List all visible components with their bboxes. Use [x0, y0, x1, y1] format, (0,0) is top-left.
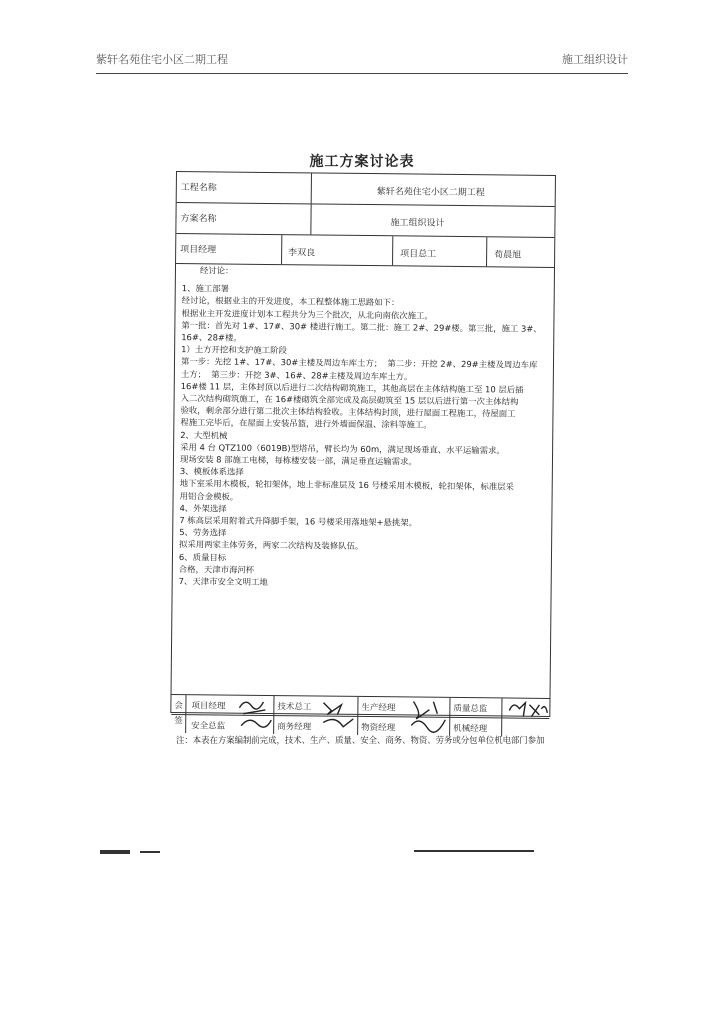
sign-machine-label: 机械经理	[453, 723, 488, 735]
sign-material-label: 物资经理	[361, 722, 396, 734]
divider	[392, 236, 393, 265]
divider	[486, 237, 487, 266]
body-line: 6、质量目标	[178, 551, 227, 563]
scan-artifact	[414, 850, 534, 852]
signature-scribble	[235, 696, 275, 734]
sign-prod-label: 生产经理	[361, 702, 396, 714]
body-line: 4、外架选择	[179, 502, 227, 514]
sign-quality-label: 质量总监	[453, 703, 488, 715]
body-line: 5、劳务选择	[179, 527, 227, 538]
scheme-name-value: 施工组织设计	[390, 218, 445, 229]
header-project: 紫轩名苑住宅小区二期工程	[96, 53, 228, 66]
row-managers	[176, 234, 554, 268]
chief-label: 项目总工	[400, 249, 437, 260]
body-line: 2、大型机械	[180, 429, 228, 441]
row-scheme-name	[176, 203, 554, 238]
divider	[311, 173, 312, 203]
discussion-body	[179, 264, 548, 591]
discussion-label: 经讨论：	[199, 265, 234, 276]
pm-name: 李双良	[288, 248, 316, 259]
body-line: 7 栋高层采用附着式升降脚手架，16 号楼采用落地架+悬挑架。	[179, 515, 418, 528]
body-line: 1、施工部署	[181, 283, 230, 294]
footnote: 注：本表在方案编制前完成，技术、生产、质量、安全、商务、物资、劳务或分包单位机电部门参加	[176, 735, 545, 745]
divider	[281, 235, 282, 264]
body-line: 16#楼 11 层，主体封顶以后进行二次结构砌筑施工，其他高层在主体结构施工至 10 层后插	[180, 380, 524, 395]
body-line: 根据业主开发进度计划本工程共分为三个批次，从北向南依次施工。	[181, 307, 433, 321]
discussion-form	[170, 171, 556, 735]
sign-tech-label: 技术总工	[277, 702, 312, 713]
body-line: 验收，剩余部分进行第二批次主体结构验收。主体结构封顶，进行屋面工程施工，待屋面工	[180, 405, 516, 419]
body-line: 第一批：首先对 1#、17#、30# 楼进行施工。第二批：施工 2#、29#楼。第三批，施工 3#、	[181, 319, 542, 334]
body-line: 3、模板体系选择	[179, 466, 244, 477]
project-name-label: 工程名称	[180, 183, 217, 194]
scan-artifact	[140, 851, 160, 853]
row-project-name	[177, 172, 555, 207]
sign-safety-label: 安全总监	[191, 721, 226, 732]
signature-scribble	[505, 698, 549, 720]
body-line: 地下室采用木模板，轮扣架体，地上非标准层及 16 号楼采用木模板，轮扣架体，标准层采	[179, 478, 514, 493]
body-line: 程施工完毕后，在屋面上安装吊篮，进行外墙面保温、涂料等施工。	[180, 417, 432, 431]
body-line: 用铝合金模板。	[179, 490, 239, 502]
sign-business-label: 商务经理	[277, 722, 312, 733]
body-line: 现场安装 8 部施工电梯，每栋楼安装一部，满足垂直运输需求。	[179, 454, 417, 467]
body-line: 7、天津市安全文明工地	[178, 576, 268, 588]
sign-pm-label: 项目经理	[191, 701, 226, 712]
body-line: 16#、28#楼。	[181, 332, 242, 343]
body-line: 经讨论，根据业主的开发进度，本工程整体施工思路如下：	[181, 295, 400, 308]
chief-name: 荀晨旭	[494, 250, 522, 261]
form-title: 施工方案讨论表	[309, 154, 415, 170]
header-rule	[96, 73, 628, 74]
header-doc-type: 施工组织设计	[562, 53, 628, 66]
body-line: 拟采用两家主体劳务，两家二次结构及装修队伍。	[179, 539, 364, 552]
body-line: 入二次结构砌筑施工，在 16#楼砌筑全部完成及高层砌筑至 15 层以后进行第一次主体结构	[180, 393, 519, 407]
body-line: 采用 4 台 QTZ100（6019B)型塔吊，臂长均为 60m，满足现场垂直、水平运输需求。	[180, 441, 505, 456]
project-name-value: 紫轩名苑住宅小区二期工程	[376, 187, 485, 199]
scan-artifact	[100, 850, 130, 854]
body-line: 合格，天津市海河杯	[178, 563, 255, 575]
huiqian-label: 会签	[174, 701, 183, 727]
body-line: 第一步：先挖 1#、17#、30#主楼及周边车库土方； 第二步：开挖 2#、29#主楼及周边车库	[180, 356, 538, 371]
pm-label: 项目经理	[180, 245, 217, 256]
scheme-name-label: 方案名称	[180, 214, 217, 225]
signature-scribble	[407, 697, 449, 735]
body-line: 1）土方开挖和支护施工阶段	[181, 344, 288, 356]
signature-block	[171, 694, 549, 737]
body-line: 土方； 第三步：开挖 3#、16#、28#主楼及周边车库土方。	[180, 368, 413, 382]
signature-scribble	[319, 697, 359, 735]
divider	[310, 204, 311, 234]
